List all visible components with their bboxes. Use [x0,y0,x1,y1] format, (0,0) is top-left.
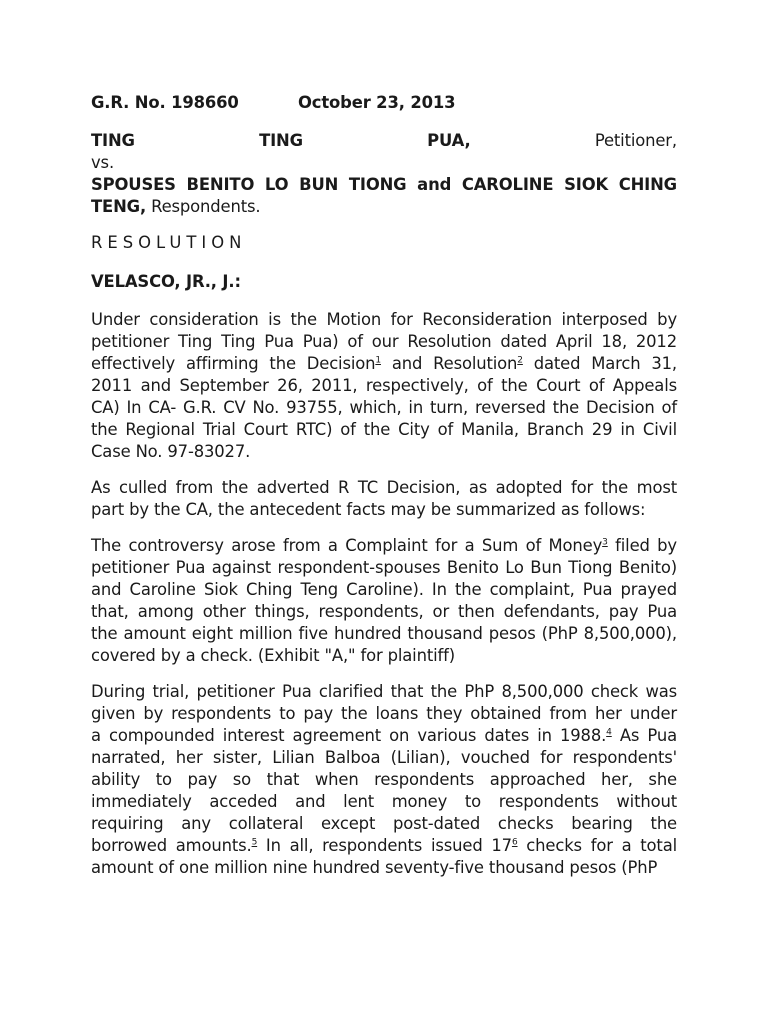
footnote-reference[interactable]: 2 [517,355,523,366]
text-line: petitioner Ting Ting Pua Pua) of our Resolution dated April 18, 2012 [91,332,677,351]
text-line: covered by a check. (Exhibit "A," for plaintiff) [91,646,455,665]
respondents-name-end: TENG, [91,197,147,216]
case-date: October 23, 2013 [298,93,456,112]
petitioner-line [91,130,677,152]
text-line: As culled from the adverted R TC Decision, as adopted for the most [91,478,677,497]
petitioner-name-word-1: TING [91,131,135,150]
paragraph-4 [91,681,677,879]
footnote-reference[interactable]: 3 [602,537,608,548]
parties-block [91,130,677,218]
respondents-line-2 [91,196,677,218]
text-line: immediately acceded and lent money to respondents without [91,792,677,811]
text-line: petitioner Pua against respondent-spouses Benito Lo Bun Tiong Benito) [91,558,677,577]
petitioner-role: Petitioner, [594,131,677,150]
text-line: the Regional Trial Court RTC) of the City of Manila, Branch 29 in Civil [91,420,677,439]
text-line: narrated, her sister, Lilian Balboa (Lilian), vouched for respondents' [91,748,677,767]
text-line: effectively affirming the Decision$^1$ and Resolution$^2$ dated March 31, [91,354,677,373]
petitioner-name-word-3: PUA, [427,131,471,150]
respondents-line-1: SPOUSES BENITO LO BUN TIONG and CAROLINE SIOK CHING [91,175,677,194]
footnote-reference[interactable]: 6 [511,837,518,848]
footnote-reference[interactable]: 5 [251,837,258,848]
ponente: VELASCO, JR., J.: [91,272,241,291]
text-line: requiring any collateral except post-dated checks bearing the [91,814,677,833]
paragraph-1 [91,309,677,463]
text-line: part by the CA, the antecedent facts may be summarized as follows: [91,500,646,519]
text-line: The controversy arose from a Complaint for a Sum of Money$^3$ filed by [91,536,677,555]
paragraph-3 [91,535,677,667]
resolution-title: RESOLUTION [91,233,247,252]
text-line: During trial, petitioner Pua clarified that the PhP 8,500,000 check was [91,682,677,701]
text-line: a compounded interest agreement on various dates in 1988.$^4$ As Pua [91,726,677,745]
paragraph-2 [91,477,677,521]
text-line: given by respondents to pay the loans they obtained from her under [91,704,677,723]
versus-label: vs. [91,153,114,172]
text-line: borrowed amounts.$^5$ In all, respondents issued $17^6$ checks for a total [91,836,677,855]
petitioner-name-word-2: TING [259,131,303,150]
text-line: 2011 and September 26, 2011, respectively, of the Court of Appeals [91,376,677,395]
text-line: the amount eight million five hundred thousand pesos (PhP 8,500,000), [91,624,677,643]
document-page [91,93,677,893]
text-line: Case No. 97-83027. [91,442,251,461]
text-line: ability to pay so that when respondents approached her, she [91,770,677,789]
text-line: Under consideration is the Motion for Reconsideration interposed by [91,310,677,329]
case-header [91,93,677,117]
text-line: amount of one million nine hundred seventy-five thousand pesos (PhP [91,858,658,877]
text-line: and Caroline Siok Ching Teng Caroline). In the complaint, Pua prayed [91,580,677,599]
respondents-role: Respondents. [146,197,261,216]
case-number: G.R. No. 198660 [91,93,239,112]
text-line: CA) In CA- G.R. CV No. 93755, which, in turn, reversed the Decision of [91,398,677,417]
text-line: that, among other things, respondents, or then defendants, pay Pua [91,602,677,621]
footnote-reference[interactable]: 4 [606,727,612,738]
footnote-reference[interactable]: 1 [375,355,381,366]
